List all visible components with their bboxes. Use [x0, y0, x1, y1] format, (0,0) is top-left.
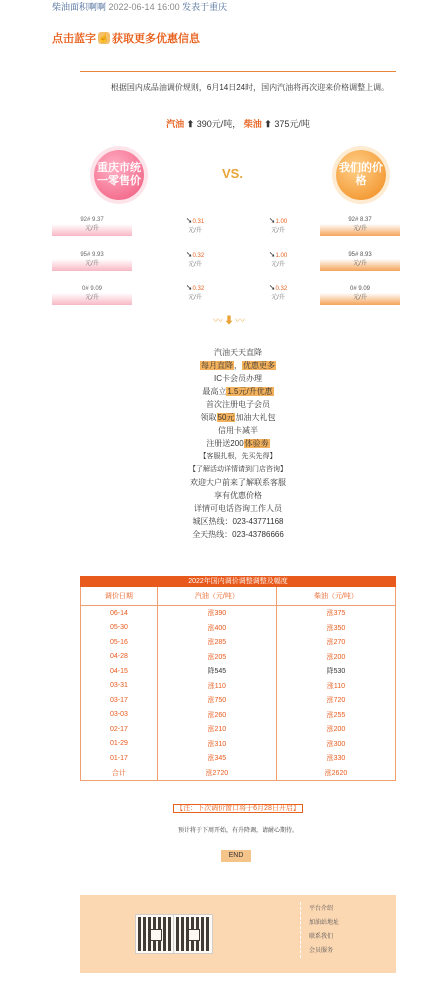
follow-promo[interactable] — [52, 30, 200, 46]
promo-line: 信用卡减半 — [218, 426, 258, 435]
change-unit: 元/升 — [271, 228, 285, 234]
table-row — [81, 606, 396, 621]
diesel-value: 375元/吨 — [274, 119, 310, 129]
change-num: 0.32 — [275, 286, 288, 292]
hotline-city[interactable]: 城区热线：023-43771168 — [192, 517, 284, 526]
table-title: 2022年国内调价调整调整及幅度 — [80, 576, 396, 587]
table-row — [81, 751, 396, 766]
account-name[interactable]: 柴油面积啊啊 — [52, 2, 107, 12]
cell-gas: 涨400 — [157, 621, 276, 636]
cell-date: 05-30 — [81, 621, 158, 636]
change-unit: 元/升 — [188, 295, 202, 301]
footer-menu-item[interactable]: 联系我们 — [309, 934, 334, 940]
cell-date: 04-28 — [81, 650, 158, 665]
city-price-card — [52, 283, 132, 305]
footer-menu-item[interactable]: 加油站地址 — [309, 920, 340, 926]
arrow-icon: ➘ — [185, 283, 193, 292]
price-grade: 0# 9.09 — [349, 286, 371, 292]
cell-date: 03-31 — [81, 679, 158, 694]
arrow-icon: ➘ — [268, 250, 276, 259]
article-meta — [52, 0, 227, 13]
price-history-table — [80, 587, 396, 781]
change-unit: 元/升 — [188, 262, 202, 268]
promo-line: 详情可电话咨询工作人员 — [194, 504, 282, 513]
city-price-card — [52, 249, 132, 271]
arrow-icon: ➘ — [268, 283, 276, 292]
promo-text-after: 获取更多优惠信息 — [112, 33, 200, 45]
change-num: 1.00 — [275, 219, 288, 225]
cell-date: 05-16 — [81, 635, 158, 650]
footer-menu-item[interactable]: 平台介绍 — [309, 906, 334, 912]
change-num: 1.00 — [275, 253, 288, 259]
city-price-card — [52, 214, 132, 236]
table-row — [81, 621, 396, 636]
change-unit: 元/升 — [188, 228, 202, 234]
cell-date: 合计 — [81, 766, 158, 781]
gas-value: 390元/吨 — [196, 119, 233, 129]
cell-diesel: 涨330 — [276, 751, 395, 766]
cell-diesel: 涨200 — [276, 650, 395, 665]
cell-gas: 涨110 — [157, 679, 276, 694]
cell-diesel: 涨2620 — [276, 766, 395, 781]
table-row — [81, 650, 396, 665]
promo-text-before: 点击蓝字 — [52, 33, 96, 45]
cell-gas: 涨210 — [157, 722, 276, 737]
cell-date: 01-17 — [81, 751, 158, 766]
change-num: 0.32 — [192, 286, 205, 292]
cell-gas: 涨345 — [157, 751, 276, 766]
divider-line — [80, 71, 396, 72]
cell-date: 01-29 — [81, 737, 158, 752]
change-unit: 元/升 — [271, 262, 285, 268]
promo-line: 每月直降，优惠更多 — [201, 361, 275, 370]
cell-diesel: 涨110 — [276, 679, 395, 694]
cell-date: 04-15 — [81, 664, 158, 679]
cell-gas: 涨390 — [157, 606, 276, 621]
promo-block — [80, 346, 396, 541]
table-total-row — [81, 766, 396, 781]
col-header-diesel: 柴油（元/吨） — [276, 587, 395, 606]
promo-line: IC卡会员办理 — [214, 374, 262, 383]
table-row — [81, 708, 396, 723]
cell-diesel: 涨200 — [276, 722, 395, 737]
price-change — [258, 216, 298, 236]
promo-line: 【了解活动详情请到门店咨询】 — [189, 466, 287, 473]
price-change — [175, 283, 215, 303]
price-grade: 92# 8.37 — [348, 217, 372, 223]
promo-line: 汽油天天直降 — [214, 348, 262, 357]
change-num: 0.31 — [192, 219, 205, 225]
footer-menu-item[interactable]: 会员服务 — [309, 948, 334, 954]
table-row — [81, 737, 396, 752]
cell-diesel: 涨270 — [276, 635, 395, 650]
up-arrow-icon: ⬆ — [186, 119, 195, 129]
price-unit: 元/升 — [85, 295, 99, 301]
cell-date: 06-14 — [81, 606, 158, 621]
qr-code-icon[interactable] — [136, 915, 174, 953]
cell-date: 03-17 — [81, 693, 158, 708]
cell-gas: 涨285 — [157, 635, 276, 650]
next-adjustment-note: 【注：下次调价窗口将于6月28日开启】 — [80, 803, 396, 813]
hotline-allday[interactable]: 全天热线：023-43786666 — [192, 530, 284, 539]
price-unit: 元/升 — [85, 261, 99, 267]
cell-diesel: 涨255 — [276, 708, 395, 723]
cell-gas: 涨260 — [157, 708, 276, 723]
cell-diesel: 涨350 — [276, 621, 395, 636]
price-grade: 0# 9.09 — [81, 286, 103, 292]
cell-gas: 涨2720 — [157, 766, 276, 781]
cell-gas: 涨205 — [157, 650, 276, 665]
our-price-badge: 我们的价格 — [336, 150, 386, 200]
arrow-icon: ➘ — [185, 250, 193, 259]
diesel-label: 柴油 — [243, 119, 262, 129]
scroll-down-icon: 〰⬇〰 — [213, 316, 246, 327]
change-num: 0.32 — [192, 253, 205, 259]
end-marker: END — [221, 850, 251, 862]
up-arrow-icon: ⬆ — [264, 119, 272, 129]
qr-code-icon[interactable] — [174, 915, 212, 953]
promo-line: 【客服扎根，先买先得】 — [199, 453, 277, 460]
change-unit: 元/升 — [271, 295, 285, 301]
publish-date: 2022-06-14 16:00 — [108, 2, 180, 12]
table-row — [81, 679, 396, 694]
cell-date: 03-03 — [81, 708, 158, 723]
cell-gas: 涨750 — [157, 693, 276, 708]
promo-line: 享有优惠价格 — [214, 491, 262, 500]
price-change-line: 汽油 ⬆ 390元/吨， 柴油 ⬆ 375元/吨 — [166, 119, 310, 129]
price-notice: 根据国内成品油调价规则，6月14日24时，国内汽油将再次迎来价格调整上调。 — [110, 83, 390, 92]
price-grade: 92# 9.37 — [80, 217, 104, 223]
price-change — [175, 216, 215, 236]
promo-line: 欢迎大户前来了解联系客服 — [190, 478, 286, 487]
city-price-badge: 重庆市统一零售价 — [94, 150, 144, 200]
vs-label: VS. — [222, 166, 243, 181]
our-price-card — [320, 214, 400, 236]
price-unit: 元/升 — [353, 295, 367, 301]
price-grade: 95# 9.93 — [80, 252, 104, 258]
promo-line: 最高立1.5元/升优惠 — [202, 387, 273, 396]
table-row — [81, 664, 396, 679]
gas-label: 汽油 — [166, 119, 185, 129]
col-header-gas: 汽油（元/吨） — [157, 587, 276, 606]
table-header-row — [81, 587, 396, 606]
table-row — [81, 722, 396, 737]
promo-line: 注册送200体验劵 — [206, 439, 269, 448]
table-row — [81, 635, 396, 650]
arrow-icon: ➘ — [268, 216, 276, 225]
arrow-icon: ➘ — [185, 216, 193, 225]
col-header-date: 调价日期 — [81, 587, 158, 606]
price-change — [258, 283, 298, 303]
disclaimer-text: 预计将于下周开始，有升降调，请耐心期待。 — [177, 828, 298, 834]
footer-menu — [300, 902, 389, 958]
cell-gas: 降545 — [157, 664, 276, 679]
our-price-card — [320, 249, 400, 271]
promo-line: 首次注册电子会员 — [206, 400, 270, 409]
cell-diesel: 降530 — [276, 664, 395, 679]
price-unit: 元/升 — [353, 261, 367, 267]
cell-diesel: 涨375 — [276, 606, 395, 621]
hand-pointer-icon: ☝ — [98, 33, 110, 43]
price-change — [175, 250, 215, 270]
promo-line: 领取50元加油大礼包 — [200, 413, 276, 422]
cell-gas: 涨310 — [157, 737, 276, 752]
table-row — [81, 693, 396, 708]
cell-date: 02-17 — [81, 722, 158, 737]
price-unit: 元/升 — [353, 226, 367, 232]
cell-diesel: 涨300 — [276, 737, 395, 752]
price-change — [258, 250, 298, 270]
cell-diesel: 涨720 — [276, 693, 395, 708]
price-unit: 元/升 — [85, 226, 99, 232]
price-grade: 95# 8.93 — [348, 252, 372, 258]
our-price-card — [320, 283, 400, 305]
publish-source: 发表于重庆 — [182, 2, 228, 12]
